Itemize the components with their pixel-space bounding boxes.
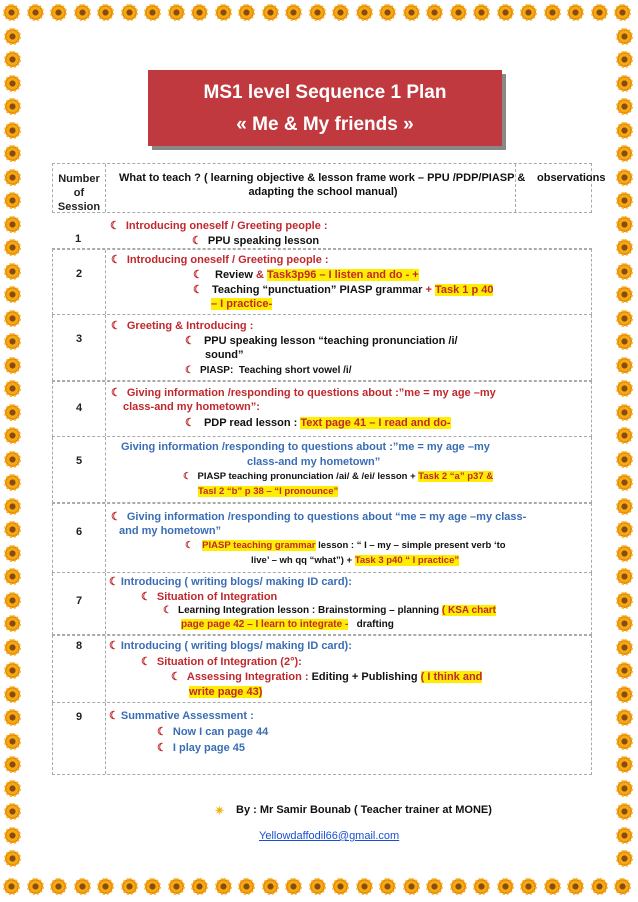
flower-icon	[451, 879, 466, 894]
session-2-review: Review	[215, 269, 253, 281]
flower-icon	[617, 828, 632, 843]
flower-icon	[617, 593, 632, 608]
session-9-line-1: Summative Assessment :	[120, 710, 254, 722]
session-6-line-1: Giving information /responding to questions about “me = my age –my class-	[126, 511, 527, 523]
moon-bullet-icon: ☾	[111, 254, 121, 266]
flower-icon	[5, 52, 20, 67]
session-row-6	[52, 503, 592, 573]
moon-bullet-icon: ☾	[183, 471, 192, 482]
moon-bullet-icon: ☾	[185, 417, 195, 429]
flower-icon	[5, 405, 20, 420]
flower-icon	[98, 879, 113, 894]
flower-icon	[4, 879, 19, 894]
flower-icon	[617, 170, 632, 185]
flower-icon	[617, 475, 632, 490]
flower-icon	[568, 5, 583, 20]
session-3-piasp: PIASP:	[199, 365, 234, 376]
flower-icon	[617, 405, 632, 420]
table-header	[52, 163, 606, 213]
flower-icon	[5, 123, 20, 138]
flower-icon	[5, 264, 20, 279]
flower-icon	[617, 428, 632, 443]
flower-icon	[617, 358, 632, 373]
flower-icon	[617, 334, 632, 349]
flower-icon	[333, 879, 348, 894]
flower-icon	[617, 781, 632, 796]
session-2-amp: &	[255, 269, 264, 281]
session-number: 7	[75, 595, 83, 607]
flower-icon	[617, 193, 632, 208]
session-row-7	[52, 573, 592, 635]
flower-icon	[5, 804, 20, 819]
moon-bullet-icon: ☾	[185, 540, 194, 551]
session-8-assessing: Assessing Integration :	[186, 671, 309, 683]
flower-icon	[5, 546, 20, 561]
session-2-teaching: Teaching “punctuation” PIASP grammar	[211, 284, 423, 296]
flower-icon	[75, 879, 90, 894]
session-row-8	[52, 635, 592, 703]
flower-icon	[357, 879, 372, 894]
session-4-text41: Text page 41 – I read and do-	[300, 417, 451, 429]
flower-icon	[617, 29, 632, 44]
moon-bullet-icon: ☾	[141, 591, 151, 603]
session-4-pdp: PDP read lesson :	[203, 417, 298, 429]
flower-icon	[310, 5, 325, 20]
session-9-line-2: Now I can page 44	[172, 726, 269, 738]
flower-icon	[617, 287, 632, 302]
flower-icon	[28, 879, 43, 894]
footer-email-link[interactable]: Yellowdaffodil66@gmail.com	[259, 830, 400, 842]
flower-icon	[404, 879, 419, 894]
flower-icon	[5, 334, 20, 349]
session-7-page42: page page 42 – I learn to integrate -	[181, 619, 349, 630]
session-5-line-1: Giving information /responding to questions about :”me = my age –my	[121, 441, 490, 453]
session-7-line-1: Introducing ( writing blogs/ making ID card):	[120, 576, 352, 588]
flower-icon	[216, 879, 231, 894]
flower-icon	[5, 851, 20, 866]
flower-icon	[5, 240, 20, 255]
moon-bullet-icon: ☾	[185, 365, 194, 376]
flower-icon	[474, 879, 489, 894]
session-8-line-2: Situation of Integration (2°):	[156, 656, 302, 668]
session-7-line-2: Situation of Integration	[156, 591, 278, 603]
flower-icon	[5, 358, 20, 373]
title-line-2: « Me & My friends »	[236, 114, 414, 135]
flower-icon	[5, 381, 20, 396]
session-7-ksa: ( KSA chart	[441, 605, 496, 616]
flower-icon	[192, 879, 207, 894]
session-row-3	[52, 315, 592, 381]
flower-icon	[474, 5, 489, 20]
moon-bullet-icon: ☾	[157, 742, 167, 754]
session-number: 9	[75, 711, 83, 723]
moon-bullet-icon: ☾	[109, 640, 119, 652]
flower-icon	[404, 5, 419, 20]
moon-bullet-icon: ☾	[192, 235, 202, 247]
session-4-line-2: class-and my hometown”:	[123, 401, 260, 413]
flower-icon	[5, 757, 20, 772]
footer-author: By : Mr Samir Bounab ( Teacher trainer at MONE)	[236, 804, 492, 816]
flower-icon	[615, 879, 630, 894]
flower-icon	[617, 264, 632, 279]
session-5-task2b: Tasl 2 “b” p 38 – “I pronounce”	[198, 486, 339, 497]
header-what-line2: adapting the school manual)	[248, 186, 398, 198]
session-number: 8	[75, 640, 83, 652]
flower-icon	[263, 879, 278, 894]
session-4-line-1: Giving information /responding to questions about :”me = my age –my	[126, 387, 496, 399]
flower-icon	[451, 5, 466, 20]
moon-bullet-icon: ☾	[141, 656, 151, 668]
session-row-5	[52, 437, 592, 503]
flower-icon	[592, 879, 607, 894]
moon-bullet-icon: ☾	[109, 710, 119, 722]
flower-icon	[5, 569, 20, 584]
session-3-line-3: sound”	[205, 349, 244, 361]
session-9-line-3: I play page 45	[172, 742, 246, 754]
flower-icon	[617, 52, 632, 67]
session-3-short-vowel: Teaching short vowel /i/	[238, 365, 352, 376]
session-row-9	[52, 703, 592, 775]
flower-icon	[5, 710, 20, 725]
flower-icon	[145, 5, 160, 20]
session-8-write43: write page 43)	[189, 686, 263, 698]
flower-icon	[617, 123, 632, 138]
flower-icon	[239, 879, 254, 894]
moon-bullet-icon: ☾	[110, 220, 120, 232]
flower-icon	[617, 381, 632, 396]
title-line-1: MS1 level Sequence 1 Plan	[203, 82, 447, 103]
session-8-editing: Editing + Publishing	[311, 671, 418, 683]
flower-icon	[617, 663, 632, 678]
flower-icon	[617, 522, 632, 537]
session-2-task3p96: Task3p96 – I listen and do - +	[267, 269, 419, 281]
flower-icon	[380, 879, 395, 894]
flower-icon	[617, 616, 632, 631]
session-6-line-2: and my hometown”	[119, 525, 222, 537]
session-2-plus: +	[425, 284, 432, 296]
flower-icon	[380, 5, 395, 20]
flower-icon	[5, 287, 20, 302]
flower-icon	[286, 879, 301, 894]
flower-icon	[617, 311, 632, 326]
flower-icon	[5, 828, 20, 843]
session-2-ipractice: – I practice-	[211, 298, 273, 310]
session-1-line-2: PPU speaking lesson	[207, 235, 320, 247]
flower-icon	[5, 217, 20, 232]
session-number: 1	[74, 233, 82, 245]
session-row-2	[52, 249, 592, 315]
header-of-text: of	[73, 187, 85, 199]
flower-icon	[51, 5, 66, 20]
flower-icon	[617, 76, 632, 91]
flower-icon	[617, 99, 632, 114]
flower-icon	[521, 879, 536, 894]
flower-icon	[192, 5, 207, 20]
flower-icon	[521, 5, 536, 20]
moon-bullet-icon: ☾	[171, 671, 181, 683]
moon-bullet-icon: ☾	[111, 511, 121, 523]
header-what-line1: What to teach ? ( learning objective & lesson frame work – PPU /PDP/PIASP &	[119, 172, 526, 184]
session-6-lesson: lesson : “ I – my – simple present verb ‘to	[318, 540, 506, 551]
flower-icon	[122, 879, 137, 894]
header-number-text: Number	[58, 173, 100, 185]
session-5-line-2: class-and my hometown”	[247, 456, 381, 468]
session-1-line-1: Introducing oneself / Greeting people :	[125, 220, 328, 232]
moon-bullet-icon: ☾	[109, 576, 119, 588]
moon-bullet-icon: ☾	[193, 269, 203, 281]
moon-bullet-icon: ☾	[111, 320, 121, 332]
session-8-line-1: Introducing ( writing blogs/ making ID card):	[120, 640, 352, 652]
session-number: 2	[75, 268, 83, 280]
header-session-text: Session	[57, 201, 101, 213]
flower-icon	[28, 5, 43, 20]
flower-icon	[617, 452, 632, 467]
flower-icon	[239, 5, 254, 20]
flower-icon	[5, 170, 20, 185]
flower-icon	[427, 879, 442, 894]
flower-icon	[357, 5, 372, 20]
flower-icon	[5, 734, 20, 749]
flower-icon	[545, 5, 560, 20]
flower-icon	[5, 452, 20, 467]
flower-icon	[617, 710, 632, 725]
title-banner	[148, 70, 502, 146]
flower-icon	[5, 640, 20, 655]
flower-icon	[5, 146, 20, 161]
session-6-live: live’ – wh qq “what”) +	[251, 555, 353, 566]
flower-icon	[617, 851, 632, 866]
flower-icon	[568, 879, 583, 894]
flower-icon	[5, 99, 20, 114]
session-number: 4	[75, 402, 83, 414]
session-3-line-1: Greeting & Introducing :	[126, 320, 254, 332]
flower-icon	[122, 5, 137, 20]
flower-icon	[617, 569, 632, 584]
moon-bullet-icon: ☾	[111, 387, 121, 399]
session-3-line-2: PPU speaking lesson “teaching pronunciation /i/	[203, 335, 458, 347]
session-number: 6	[75, 526, 83, 538]
flower-icon	[615, 5, 630, 20]
session-8-ithink: ( I think and	[420, 671, 483, 683]
flower-icon	[51, 879, 66, 894]
session-5-task2a: Task 2 “a” p37 &	[418, 471, 494, 482]
sun-bullet-icon: ✷	[214, 803, 225, 818]
session-row-4	[52, 381, 592, 437]
flower-icon	[5, 687, 20, 702]
session-number: 5	[75, 455, 83, 467]
session-5-piasp: PIASP teaching pronunciation /ai/ & /ei/ lesson +	[197, 471, 416, 482]
session-row-1	[52, 213, 592, 249]
flower-icon	[427, 5, 442, 20]
flower-icon	[75, 5, 90, 20]
flower-icon	[498, 879, 513, 894]
flower-icon	[617, 146, 632, 161]
flower-icon	[617, 734, 632, 749]
moon-bullet-icon: ☾	[185, 335, 195, 347]
moon-bullet-icon: ☾	[163, 605, 172, 616]
flower-icon	[4, 5, 19, 20]
flower-icon	[617, 240, 632, 255]
moon-bullet-icon: ☾	[157, 726, 167, 738]
flower-icon	[617, 499, 632, 514]
flower-icon	[169, 879, 184, 894]
flower-icon	[286, 5, 301, 20]
flower-icon	[545, 879, 560, 894]
flower-icon	[5, 311, 20, 326]
flower-icon	[5, 616, 20, 631]
header-observations: observations	[537, 172, 606, 184]
flower-icon	[5, 663, 20, 678]
flower-icon	[169, 5, 184, 20]
session-7-drafting: drafting	[356, 619, 394, 630]
flower-icon	[333, 5, 348, 20]
flower-icon	[216, 5, 231, 20]
flower-icon	[617, 546, 632, 561]
flower-icon	[5, 76, 20, 91]
session-2-task1p40: Task 1 p 40	[434, 284, 494, 296]
session-6-piasp: PIASP teaching grammar	[202, 540, 316, 551]
flower-icon	[5, 193, 20, 208]
flower-icon	[5, 29, 20, 44]
flower-icon	[617, 640, 632, 655]
session-6-task3: Task 3 p40 “ I practice”	[354, 555, 460, 566]
flower-icon	[5, 499, 20, 514]
flower-icon	[98, 5, 113, 20]
flower-icon	[498, 5, 513, 20]
flower-icon	[617, 804, 632, 819]
flower-icon	[145, 879, 160, 894]
flower-icon	[5, 593, 20, 608]
flower-icon	[263, 5, 278, 20]
flower-icon	[310, 879, 325, 894]
session-7-learning: Learning Integration lesson : Brainstorming – planning	[177, 605, 440, 616]
flower-icon	[5, 781, 20, 796]
flower-icon	[617, 687, 632, 702]
flower-icon	[592, 5, 607, 20]
flower-icon	[617, 757, 632, 772]
flower-icon	[5, 428, 20, 443]
flower-icon	[5, 475, 20, 490]
flower-icon	[5, 522, 20, 537]
flower-icon	[617, 217, 632, 232]
session-number: 3	[75, 333, 83, 345]
moon-bullet-icon: ☾	[193, 284, 203, 296]
session-2-line-1: Introducing oneself / Greeting people :	[126, 254, 329, 266]
